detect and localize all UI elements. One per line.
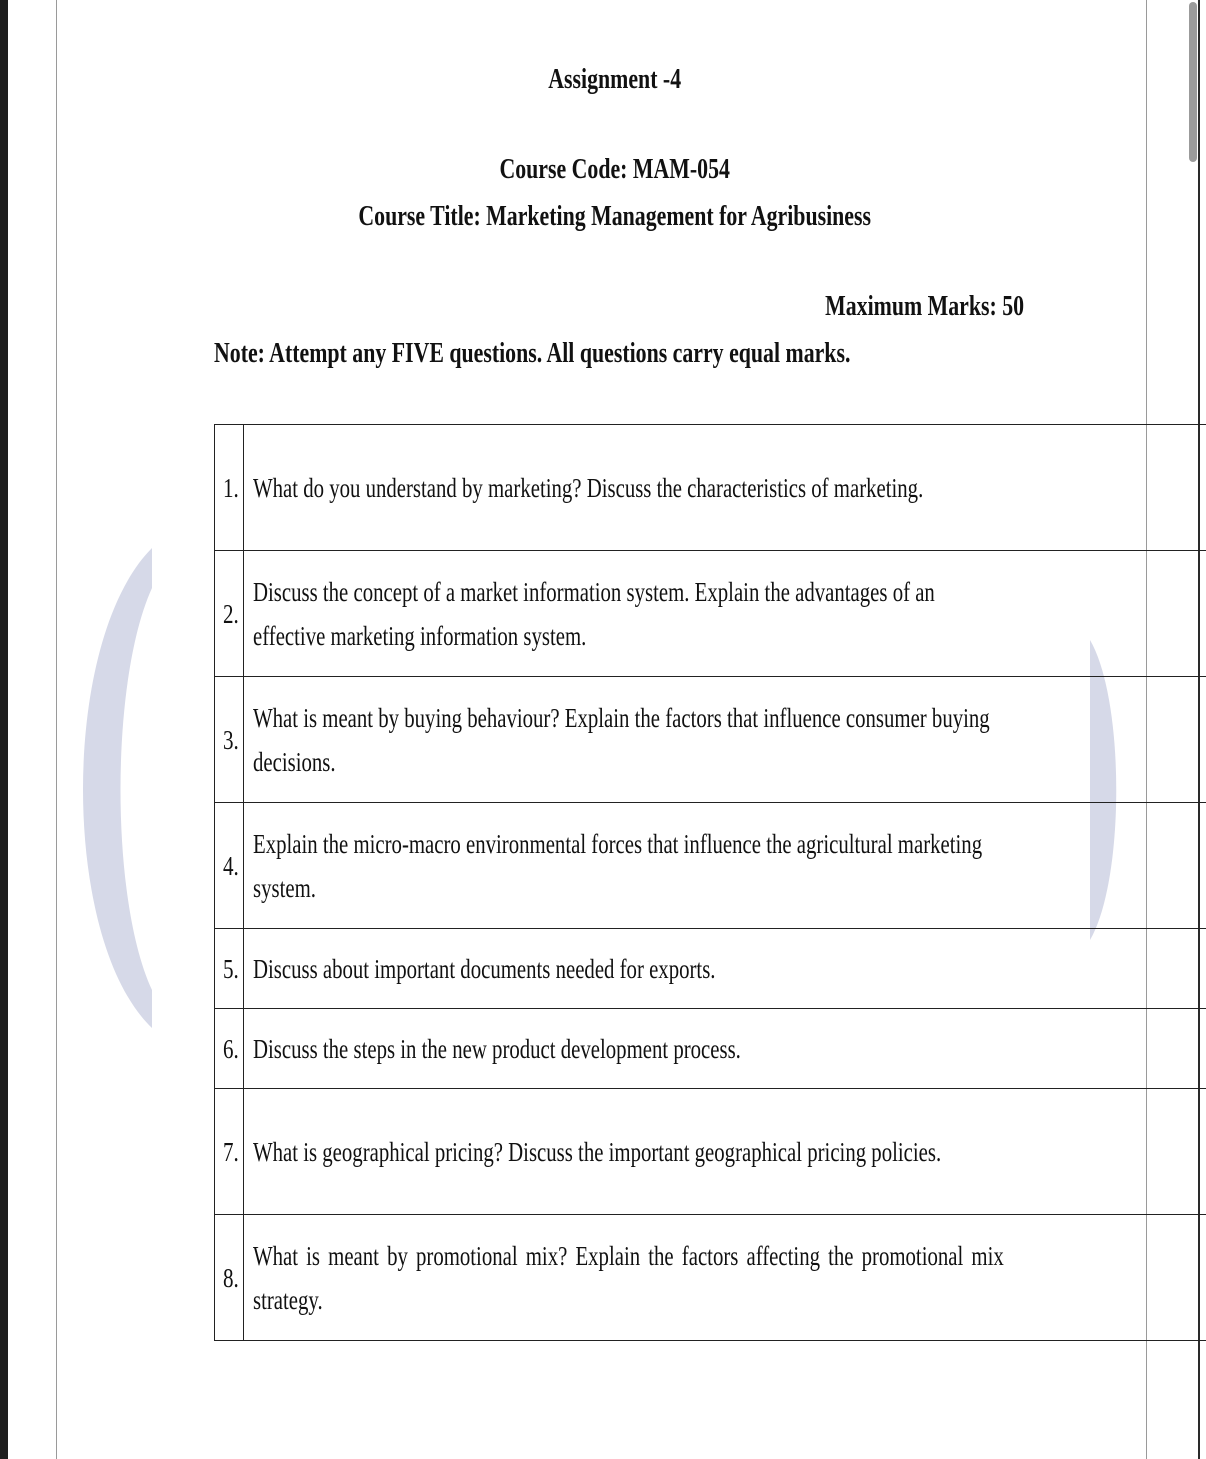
page-border-left xyxy=(56,0,57,1459)
question-number: 8. xyxy=(223,1262,239,1293)
question-text: Discuss the concept of a market information system. Explain the advantages of an effective marketing information system. xyxy=(253,576,936,651)
question-number: 6. xyxy=(223,1033,239,1064)
question-text: What is geographical pricing? Discuss the important geographical pricing policies. xyxy=(253,1136,942,1167)
scrollbar-thumb[interactable] xyxy=(1189,2,1197,162)
question-number: 5. xyxy=(223,953,239,984)
course-code: Course Code: MAM-054 xyxy=(499,154,730,185)
table-row xyxy=(215,803,1206,929)
question-text: What is meant by buying behaviour? Explain the factors that influence consumer buying decisions. xyxy=(253,702,990,777)
maximum-marks: Maximum Marks: 50 xyxy=(825,291,1024,322)
question-text: Discuss about important documents needed for exports. xyxy=(253,953,716,984)
viewer-left-edge xyxy=(0,0,8,1459)
instructions-note: Note: Attempt any FIVE questions. All questions carry equal marks. xyxy=(214,338,851,369)
table-row xyxy=(215,1009,1206,1089)
question-number: 7. xyxy=(223,1136,239,1167)
question-number: 4. xyxy=(223,850,239,881)
table-row xyxy=(215,677,1206,803)
table-row xyxy=(215,929,1206,1009)
question-number: 2. xyxy=(223,598,239,629)
assignment-title: Assignment -4 xyxy=(548,64,682,95)
table-row xyxy=(215,1215,1206,1341)
table-row xyxy=(215,425,1206,551)
table-row xyxy=(215,1089,1206,1215)
question-text: What do you understand by marketing? Discuss the characteristics of marketing. xyxy=(253,472,924,503)
table-row xyxy=(215,551,1206,677)
question-number: 3. xyxy=(223,724,239,755)
question-text: What is meant by promotional mix? Explain the factors affecting the promotional mix strategy. xyxy=(253,1240,1004,1315)
questions-table xyxy=(214,424,1206,1341)
course-title: Course Title: Marketing Management for Agribusiness xyxy=(358,201,872,232)
question-text: Discuss the steps in the new product development process. xyxy=(253,1033,742,1064)
question-number: 1. xyxy=(223,472,239,503)
question-text: Explain the micro-macro environmental forces that influence the agricultural marketing system. xyxy=(253,828,983,903)
